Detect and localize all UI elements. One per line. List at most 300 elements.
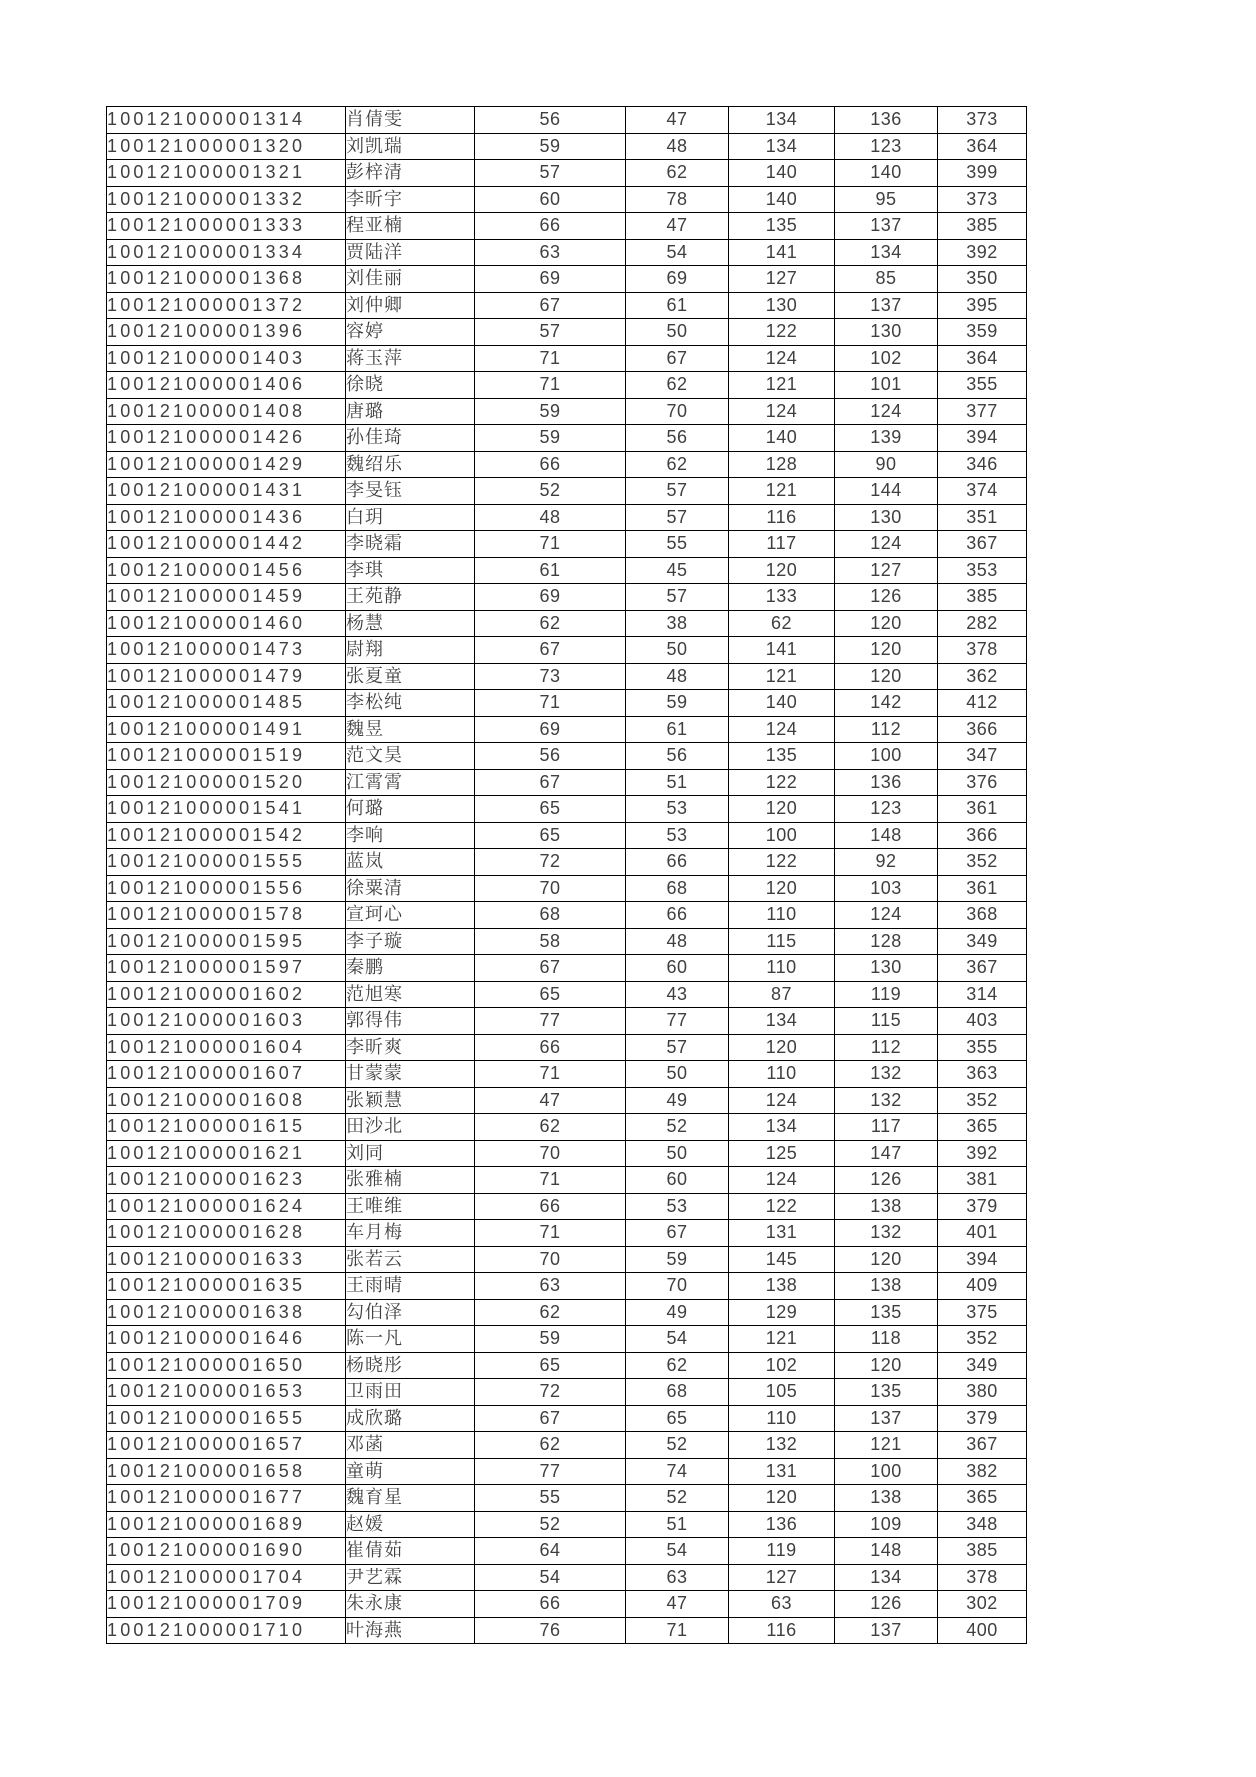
total-score: 400 <box>938 1617 1027 1644</box>
table-row <box>107 1246 1027 1273</box>
candidate-name: 卫雨田 <box>346 1379 475 1406</box>
score-4: 95 <box>835 186 938 213</box>
score-1: 62 <box>475 610 626 637</box>
score-3: 116 <box>729 1617 835 1644</box>
candidate-name: 魏绍乐 <box>346 451 475 478</box>
table-row <box>107 1034 1027 1061</box>
score-3: 141 <box>729 239 835 266</box>
score-4: 123 <box>835 133 938 160</box>
candidate-id: 100121000001657 <box>107 1432 346 1459</box>
table-row <box>107 1617 1027 1644</box>
score-1: 60 <box>475 186 626 213</box>
candidate-name: 宣珂心 <box>346 902 475 929</box>
candidate-name: 李子璇 <box>346 928 475 955</box>
table-row <box>107 1220 1027 1247</box>
table-row <box>107 1061 1027 1088</box>
score-2: 59 <box>626 1246 729 1273</box>
score-4: 119 <box>835 981 938 1008</box>
score-1: 56 <box>475 743 626 770</box>
table-row <box>107 1008 1027 1035</box>
score-3: 121 <box>729 663 835 690</box>
candidate-name: 彭梓清 <box>346 160 475 187</box>
table-row <box>107 133 1027 160</box>
candidate-name: 王雨晴 <box>346 1273 475 1300</box>
total-score: 364 <box>938 133 1027 160</box>
score-table-body <box>107 107 1027 1644</box>
score-3: 133 <box>729 584 835 611</box>
score-1: 52 <box>475 1511 626 1538</box>
table-row <box>107 1379 1027 1406</box>
score-1: 61 <box>475 557 626 584</box>
candidate-id: 100121000001628 <box>107 1220 346 1247</box>
candidate-id: 100121000001372 <box>107 292 346 319</box>
candidate-name: 张雅楠 <box>346 1167 475 1194</box>
score-2: 62 <box>626 372 729 399</box>
score-2: 51 <box>626 769 729 796</box>
total-score: 361 <box>938 875 1027 902</box>
score-2: 47 <box>626 1591 729 1618</box>
score-2: 68 <box>626 1379 729 1406</box>
score-3: 130 <box>729 292 835 319</box>
score-1: 66 <box>475 451 626 478</box>
score-2: 53 <box>626 822 729 849</box>
table-row <box>107 557 1027 584</box>
candidate-id: 100121000001615 <box>107 1114 346 1141</box>
total-score: 349 <box>938 928 1027 955</box>
table-row <box>107 451 1027 478</box>
candidate-name: 贾陆洋 <box>346 239 475 266</box>
total-score: 362 <box>938 663 1027 690</box>
candidate-id: 100121000001578 <box>107 902 346 929</box>
score-4: 117 <box>835 1114 938 1141</box>
total-score: 394 <box>938 1246 1027 1273</box>
total-score: 365 <box>938 1114 1027 1141</box>
score-4: 120 <box>835 1246 938 1273</box>
score-1: 71 <box>475 1220 626 1247</box>
table-row <box>107 610 1027 637</box>
candidate-name: 杨晓彤 <box>346 1352 475 1379</box>
candidate-id: 100121000001608 <box>107 1087 346 1114</box>
total-score: 363 <box>938 1061 1027 1088</box>
candidate-name: 容婷 <box>346 319 475 346</box>
score-2: 55 <box>626 531 729 558</box>
score-2: 59 <box>626 690 729 717</box>
score-3: 131 <box>729 1458 835 1485</box>
score-4: 85 <box>835 266 938 293</box>
score-4: 139 <box>835 425 938 452</box>
total-score: 366 <box>938 822 1027 849</box>
candidate-name: 唐璐 <box>346 398 475 425</box>
score-3: 124 <box>729 345 835 372</box>
total-score: 355 <box>938 1034 1027 1061</box>
candidate-id: 100121000001621 <box>107 1140 346 1167</box>
score-2: 70 <box>626 398 729 425</box>
score-1: 65 <box>475 796 626 823</box>
candidate-id: 100121000001426 <box>107 425 346 452</box>
score-2: 69 <box>626 266 729 293</box>
total-score: 409 <box>938 1273 1027 1300</box>
score-3: 120 <box>729 1034 835 1061</box>
candidate-name: 李昕宇 <box>346 186 475 213</box>
score-2: 74 <box>626 1458 729 1485</box>
candidate-name: 田沙北 <box>346 1114 475 1141</box>
score-4: 123 <box>835 796 938 823</box>
score-4: 136 <box>835 769 938 796</box>
candidate-id: 100121000001520 <box>107 769 346 796</box>
score-2: 52 <box>626 1114 729 1141</box>
score-4: 130 <box>835 319 938 346</box>
score-3: 105 <box>729 1379 835 1406</box>
score-1: 69 <box>475 584 626 611</box>
score-2: 57 <box>626 504 729 531</box>
total-score: 314 <box>938 981 1027 1008</box>
candidate-name: 李昕爽 <box>346 1034 475 1061</box>
score-1: 73 <box>475 663 626 690</box>
table-row <box>107 160 1027 187</box>
score-4: 120 <box>835 610 938 637</box>
total-score: 373 <box>938 186 1027 213</box>
table-row <box>107 1193 1027 1220</box>
score-1: 52 <box>475 478 626 505</box>
score-3: 100 <box>729 822 835 849</box>
total-score: 361 <box>938 796 1027 823</box>
score-4: 128 <box>835 928 938 955</box>
score-3: 122 <box>729 849 835 876</box>
total-score: 399 <box>938 160 1027 187</box>
candidate-id: 100121000001334 <box>107 239 346 266</box>
score-3: 121 <box>729 1326 835 1353</box>
total-score: 347 <box>938 743 1027 770</box>
table-row <box>107 1273 1027 1300</box>
score-3: 134 <box>729 107 835 134</box>
total-score: 385 <box>938 213 1027 240</box>
total-score: 350 <box>938 266 1027 293</box>
score-4: 118 <box>835 1326 938 1353</box>
candidate-id: 100121000001408 <box>107 398 346 425</box>
table-row <box>107 796 1027 823</box>
total-score: 377 <box>938 398 1027 425</box>
total-score: 348 <box>938 1511 1027 1538</box>
score-1: 66 <box>475 213 626 240</box>
table-row <box>107 690 1027 717</box>
candidate-id: 100121000001633 <box>107 1246 346 1273</box>
candidate-id: 100121000001320 <box>107 133 346 160</box>
candidate-id: 100121000001459 <box>107 584 346 611</box>
score-1: 71 <box>475 345 626 372</box>
score-3: 134 <box>729 1008 835 1035</box>
candidate-id: 100121000001635 <box>107 1273 346 1300</box>
score-2: 61 <box>626 716 729 743</box>
candidate-name: 邓菡 <box>346 1432 475 1459</box>
table-row <box>107 345 1027 372</box>
table-row <box>107 1114 1027 1141</box>
score-4: 147 <box>835 1140 938 1167</box>
table-row <box>107 1538 1027 1565</box>
candidate-id: 100121000001541 <box>107 796 346 823</box>
table-row <box>107 1167 1027 1194</box>
score-4: 90 <box>835 451 938 478</box>
score-1: 62 <box>475 1114 626 1141</box>
score-4: 135 <box>835 1379 938 1406</box>
score-3: 134 <box>729 133 835 160</box>
candidate-name: 刘同 <box>346 1140 475 1167</box>
candidate-id: 100121000001650 <box>107 1352 346 1379</box>
score-4: 109 <box>835 1511 938 1538</box>
candidate-name: 蒋玉萍 <box>346 345 475 372</box>
total-score: 392 <box>938 239 1027 266</box>
score-3: 110 <box>729 955 835 982</box>
score-table <box>106 106 1027 1644</box>
score-2: 77 <box>626 1008 729 1035</box>
candidate-id: 100121000001709 <box>107 1591 346 1618</box>
candidate-id: 100121000001456 <box>107 557 346 584</box>
score-1: 70 <box>475 1140 626 1167</box>
candidate-id: 100121000001333 <box>107 213 346 240</box>
table-row <box>107 663 1027 690</box>
candidate-name: 李响 <box>346 822 475 849</box>
score-2: 78 <box>626 186 729 213</box>
table-row <box>107 716 1027 743</box>
candidate-name: 王苑静 <box>346 584 475 611</box>
candidate-id: 100121000001690 <box>107 1538 346 1565</box>
score-3: 129 <box>729 1299 835 1326</box>
candidate-name: 杨慧 <box>346 610 475 637</box>
total-score: 376 <box>938 769 1027 796</box>
score-2: 51 <box>626 1511 729 1538</box>
score-3: 140 <box>729 690 835 717</box>
score-4: 134 <box>835 1564 938 1591</box>
candidate-id: 100121000001542 <box>107 822 346 849</box>
candidate-name: 白玥 <box>346 504 475 531</box>
candidate-name: 徐粟清 <box>346 875 475 902</box>
score-1: 56 <box>475 107 626 134</box>
score-2: 50 <box>626 319 729 346</box>
candidate-name: 李旻钰 <box>346 478 475 505</box>
total-score: 395 <box>938 292 1027 319</box>
score-3: 124 <box>729 1087 835 1114</box>
candidate-id: 100121000001658 <box>107 1458 346 1485</box>
table-row <box>107 1087 1027 1114</box>
candidate-id: 100121000001368 <box>107 266 346 293</box>
total-score: 367 <box>938 531 1027 558</box>
candidate-name: 张若云 <box>346 1246 475 1273</box>
table-row <box>107 981 1027 1008</box>
table-row <box>107 425 1027 452</box>
candidate-id: 100121000001655 <box>107 1405 346 1432</box>
score-2: 62 <box>626 1352 729 1379</box>
table-row <box>107 902 1027 929</box>
candidate-id: 100121000001595 <box>107 928 346 955</box>
score-4: 130 <box>835 504 938 531</box>
candidate-id: 100121000001607 <box>107 1061 346 1088</box>
score-2: 49 <box>626 1299 729 1326</box>
score-1: 59 <box>475 1326 626 1353</box>
score-2: 57 <box>626 584 729 611</box>
score-1: 70 <box>475 1246 626 1273</box>
candidate-name: 刘佳丽 <box>346 266 475 293</box>
score-4: 120 <box>835 1352 938 1379</box>
score-1: 76 <box>475 1617 626 1644</box>
score-1: 71 <box>475 1167 626 1194</box>
score-1: 57 <box>475 319 626 346</box>
score-1: 65 <box>475 1352 626 1379</box>
table-row <box>107 928 1027 955</box>
candidate-id: 100121000001403 <box>107 345 346 372</box>
candidate-name: 李松纯 <box>346 690 475 717</box>
total-score: 401 <box>938 1220 1027 1247</box>
score-4: 137 <box>835 1617 938 1644</box>
score-3: 124 <box>729 1167 835 1194</box>
score-3: 117 <box>729 531 835 558</box>
score-2: 57 <box>626 478 729 505</box>
score-4: 126 <box>835 1167 938 1194</box>
score-1: 69 <box>475 716 626 743</box>
total-score: 373 <box>938 107 1027 134</box>
score-4: 126 <box>835 1591 938 1618</box>
candidate-name: 肖倩雯 <box>346 107 475 134</box>
score-2: 53 <box>626 796 729 823</box>
score-1: 77 <box>475 1458 626 1485</box>
score-4: 124 <box>835 902 938 929</box>
score-4: 134 <box>835 239 938 266</box>
total-score: 367 <box>938 955 1027 982</box>
table-row <box>107 822 1027 849</box>
table-row <box>107 1564 1027 1591</box>
score-4: 126 <box>835 584 938 611</box>
score-3: 122 <box>729 769 835 796</box>
score-3: 138 <box>729 1273 835 1300</box>
score-1: 67 <box>475 769 626 796</box>
score-4: 138 <box>835 1273 938 1300</box>
total-score: 392 <box>938 1140 1027 1167</box>
total-score: 352 <box>938 849 1027 876</box>
score-4: 144 <box>835 478 938 505</box>
score-1: 69 <box>475 266 626 293</box>
table-row <box>107 955 1027 982</box>
total-score: 385 <box>938 584 1027 611</box>
table-row <box>107 107 1027 134</box>
candidate-id: 100121000001704 <box>107 1564 346 1591</box>
score-2: 54 <box>626 1538 729 1565</box>
total-score: 352 <box>938 1326 1027 1353</box>
score-1: 63 <box>475 239 626 266</box>
score-2: 56 <box>626 425 729 452</box>
score-1: 67 <box>475 637 626 664</box>
candidate-name: 尹艺霖 <box>346 1564 475 1591</box>
score-2: 54 <box>626 239 729 266</box>
candidate-name: 成欣璐 <box>346 1405 475 1432</box>
candidate-id: 100121000001406 <box>107 372 346 399</box>
total-score: 394 <box>938 425 1027 452</box>
score-3: 120 <box>729 796 835 823</box>
score-4: 135 <box>835 1299 938 1326</box>
score-3: 63 <box>729 1591 835 1618</box>
total-score: 346 <box>938 451 1027 478</box>
total-score: 379 <box>938 1193 1027 1220</box>
table-row <box>107 531 1027 558</box>
score-1: 67 <box>475 955 626 982</box>
candidate-id: 100121000001436 <box>107 504 346 531</box>
score-4: 138 <box>835 1193 938 1220</box>
candidate-id: 100121000001646 <box>107 1326 346 1353</box>
score-1: 59 <box>475 398 626 425</box>
score-2: 71 <box>626 1617 729 1644</box>
score-1: 67 <box>475 292 626 319</box>
total-score: 366 <box>938 716 1027 743</box>
candidate-name: 尉翔 <box>346 637 475 664</box>
candidate-id: 100121000001460 <box>107 610 346 637</box>
score-2: 52 <box>626 1485 729 1512</box>
candidate-id: 100121000001623 <box>107 1167 346 1194</box>
table-row <box>107 1511 1027 1538</box>
score-1: 65 <box>475 981 626 1008</box>
candidate-id: 100121000001710 <box>107 1617 346 1644</box>
score-2: 45 <box>626 557 729 584</box>
score-2: 47 <box>626 107 729 134</box>
total-score: 359 <box>938 319 1027 346</box>
candidate-id: 100121000001556 <box>107 875 346 902</box>
score-3: 135 <box>729 213 835 240</box>
score-3: 120 <box>729 557 835 584</box>
score-3: 145 <box>729 1246 835 1273</box>
total-score: 381 <box>938 1167 1027 1194</box>
total-score: 378 <box>938 637 1027 664</box>
table-row <box>107 292 1027 319</box>
table-row <box>107 584 1027 611</box>
candidate-name: 叶海燕 <box>346 1617 475 1644</box>
score-2: 60 <box>626 955 729 982</box>
score-4: 130 <box>835 955 938 982</box>
score-3: 110 <box>729 1405 835 1432</box>
candidate-id: 100121000001555 <box>107 849 346 876</box>
score-3: 124 <box>729 398 835 425</box>
score-4: 112 <box>835 1034 938 1061</box>
score-2: 65 <box>626 1405 729 1432</box>
table-row <box>107 1591 1027 1618</box>
candidate-id: 100121000001519 <box>107 743 346 770</box>
score-3: 140 <box>729 186 835 213</box>
score-2: 38 <box>626 610 729 637</box>
total-score: 367 <box>938 1432 1027 1459</box>
candidate-name: 刘凯瑞 <box>346 133 475 160</box>
score-sheet <box>106 106 1027 1644</box>
score-2: 48 <box>626 928 729 955</box>
table-row <box>107 372 1027 399</box>
candidate-id: 100121000001603 <box>107 1008 346 1035</box>
total-score: 379 <box>938 1405 1027 1432</box>
score-2: 47 <box>626 213 729 240</box>
score-2: 61 <box>626 292 729 319</box>
candidate-id: 100121000001677 <box>107 1485 346 1512</box>
candidate-name: 甘蒙蒙 <box>346 1061 475 1088</box>
candidate-id: 100121000001321 <box>107 160 346 187</box>
score-3: 136 <box>729 1511 835 1538</box>
score-3: 134 <box>729 1114 835 1141</box>
candidate-id: 100121000001604 <box>107 1034 346 1061</box>
candidate-id: 100121000001597 <box>107 955 346 982</box>
candidate-name: 江霄霄 <box>346 769 475 796</box>
candidate-id: 100121000001396 <box>107 319 346 346</box>
score-2: 49 <box>626 1087 729 1114</box>
score-2: 50 <box>626 1140 729 1167</box>
table-row <box>107 1432 1027 1459</box>
total-score: 368 <box>938 902 1027 929</box>
score-1: 70 <box>475 875 626 902</box>
total-score: 385 <box>938 1538 1027 1565</box>
candidate-id: 100121000001638 <box>107 1299 346 1326</box>
candidate-name: 车月梅 <box>346 1220 475 1247</box>
candidate-name: 郭得伟 <box>346 1008 475 1035</box>
